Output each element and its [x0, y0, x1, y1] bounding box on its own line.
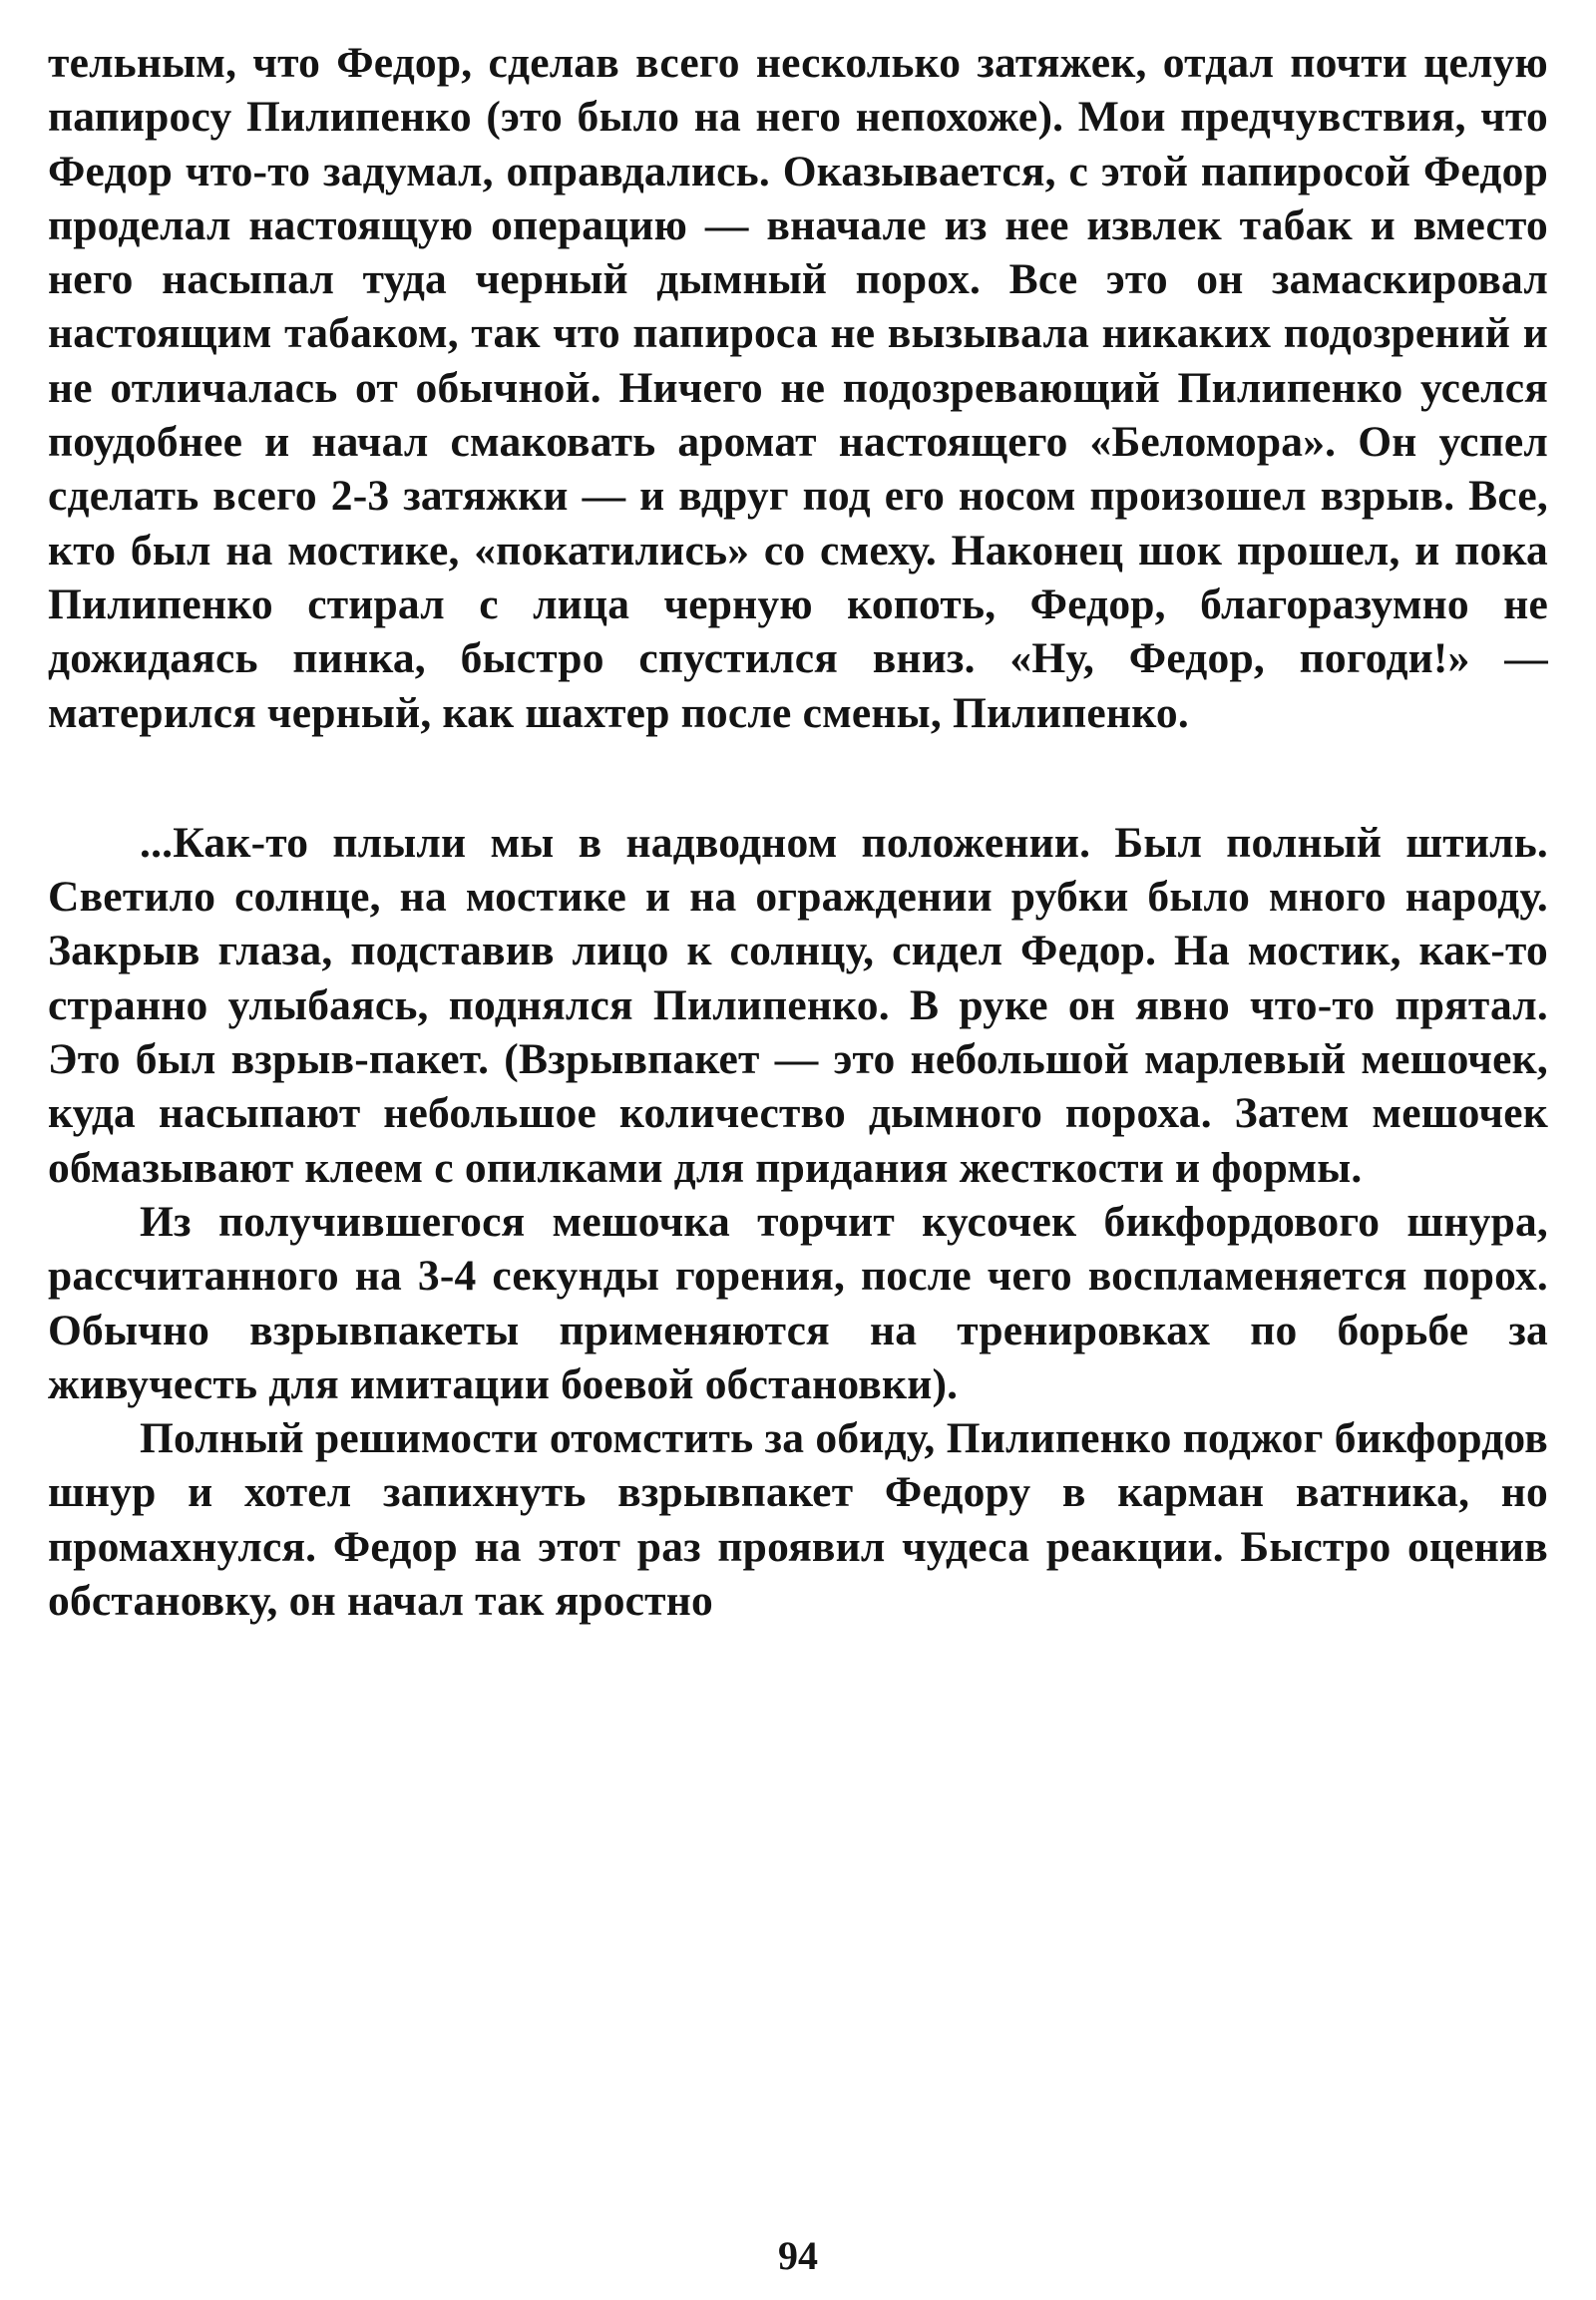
page-body: [48, 36, 1548, 1628]
paragraph-1: тельным, что Федор, сделав всего несколько затяжек, отдал почти целую папиросу Пилипенко (это было на него непохоже). Мои предчувствия, что Федор что-то задумал, оправдались. Оказывается, с этой папиросой Федор проделал настоящую операцию — вначале из нее извлек табак и вместо него насыпал туда черный дымный порох. Все это он замаскировал настоящим табаком, так что папироса не вызывала никаких подозрений и не отличалась от обычной. Ничего не подозревающий Пилипенко уселся поудобнее и начал смаковать аромат настоящего «Беломора». Он успел сделать всего 2-3 затяжки — и вдруг под его носом произошел взрыв. Все, кто был на мостике, «покатились» со смеху. Наконец шок прошел, и пока Пилипенко стирал с лица черную копоть, Федор, благоразумно не дожидаясь пинка, быстро спустился вниз. «Ну, Федор, погоди!» — матерился черный, как шахтер после смены, Пилипенко.: [48, 39, 1548, 737]
paragraph-3: Из получившегося мешочка торчит кусочек бикфордового шнура, рассчитанного на 3-4 секунды горения, после чего воспламеняется порох. Обычно взрывпакеты применяются на тренировках по борьбе за живучесть для имитации боевой обстановки).: [48, 1197, 1548, 1408]
paragraph-2: ...Как-то плыли мы в надводном положении. Был полный штиль. Светило солнце, на мостике и на ограждении рубки было много народу. Закрыв глаза, подставив лицо к солнцу, сидел Федор. На мостик, как-то странно улыбаясь, поднялся Пилипенко. В руке он явно что-то прятал. Это был взрыв-пакет. (Взрывпакет — это небольшой марлевый мешочек, куда насыпают небольшое количество дымного пороха. Затем мешочек обмазывают клеем с опилками для придания жесткости и формы.: [48, 818, 1548, 1192]
paragraph-4: Полный решимости отомстить за обиду, Пилипенко поджог бикфордов шнур и хотел запихнуть взрывпакет Федору в карман ватника, но промахнулся. Федор на этот раз проявил чудеса реакции. Быстро оценив обстановку, он начал так яростно: [48, 1414, 1548, 1626]
page-number: 94: [778, 2233, 818, 2278]
section-gap: [48, 740, 1548, 816]
